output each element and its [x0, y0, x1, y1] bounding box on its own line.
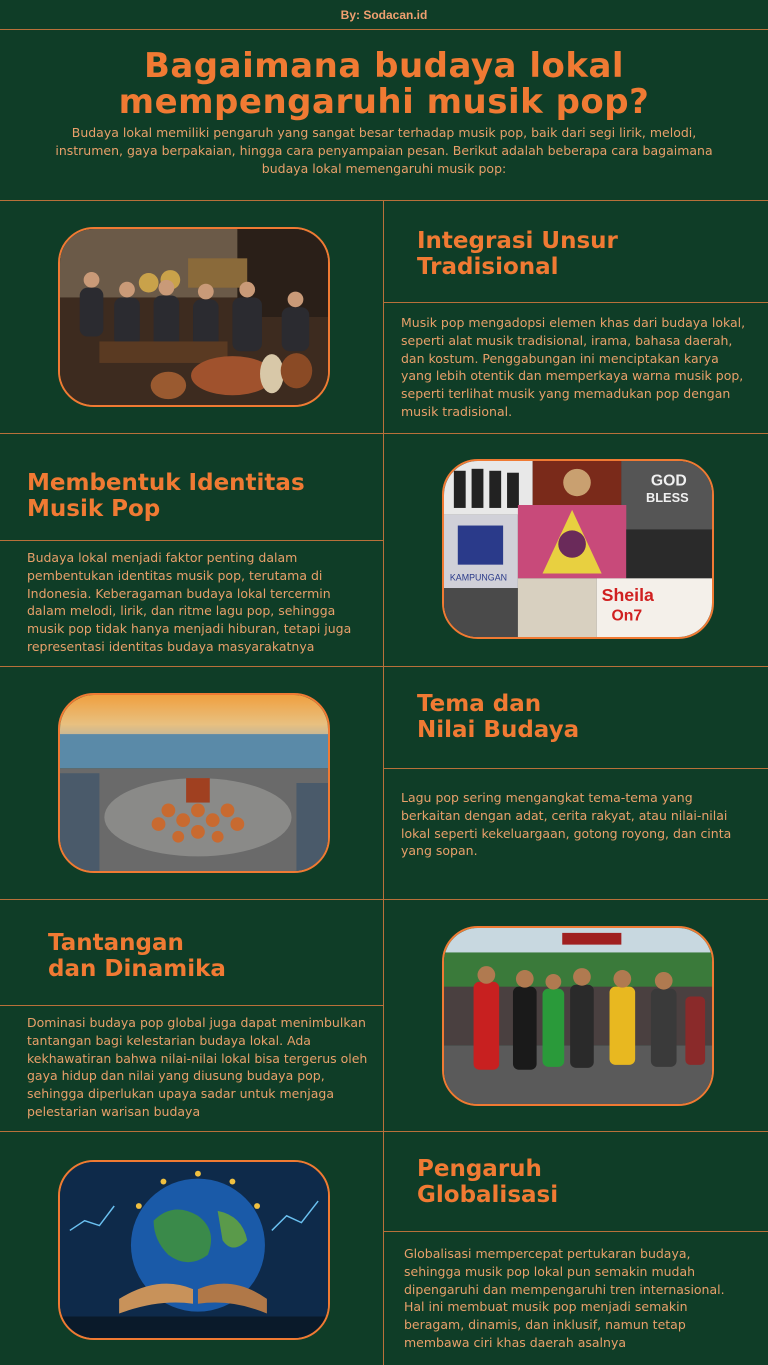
- section-2-text: Budaya lokal menjadi faktor penting dalam pembentukan identitas musik pop, terutama di Indonesia. Keberagaman budaya lokal tercermin dalam melodi, lirik, dan ritme lagu pop, sehingga musik pop tidak hanya menjadi hiburan, tetapi juga representasi identitas budaya masyarakatnya: [27, 550, 352, 654]
- page-title: [0, 48, 768, 120]
- section-1-text: Musik pop mengadopsi elemen khas dari budaya lokal, seperti alat musik tradisional, irama, bahasa daerah, dan kostum. Penggabungan ini menciptakan karya yang lebih otentik dan memperkaya warna musik pop, seperti terlihat musik yang memadukan pop dengan musik tradisional.: [401, 315, 746, 419]
- byline: By: Sodacan.id: [340, 8, 428, 22]
- album-text-kampungan: KAMPUNGAN: [449, 572, 508, 583]
- album-collage-photo: [442, 459, 714, 639]
- rule-s3-split: [384, 768, 768, 769]
- album-text-god: GOD: [650, 472, 687, 490]
- rule-s1-bottom: [0, 433, 768, 434]
- section-4-text: Dominasi budaya pop global juga dapat menimbulkan tantangan bagi kelestarian budaya lokal. Ada kekhawatiran bahwa nilai-nilai lokal bisa tergerus oleh gaya hidup dan nilai yang diusung budaya pop, sehingga diperlukan upaya sadar untuk menjaga pelestarian warisan budaya: [27, 1015, 368, 1119]
- intro-text: Budaya lokal memiliki pengaruh yang sangat besar terhadap musik pop, baik dari segi lirik, melodi, instrumen, gaya berpakaian, hingga cara penyampaian pesan. Berikut adalah beberapa cara bagaimana budaya lokal memengaruhi musik pop:: [55, 125, 713, 176]
- rule-center: [383, 200, 384, 1365]
- album-text-bless: BLESS: [645, 490, 689, 506]
- album-text-on: On7: [611, 607, 643, 625]
- section-1-title-line1: Integrasi Unsur: [417, 228, 618, 254]
- kecak-dance-photo: [58, 693, 330, 873]
- album-text-sheila: Sheila: [601, 584, 654, 605]
- page-title-line2: mempengaruhi musik pop?: [118, 82, 650, 122]
- rule-s3-bottom: [0, 899, 768, 900]
- page-title-line1: Bagaimana budaya lokal: [143, 46, 625, 86]
- section-3-title: [417, 691, 579, 743]
- gamelan-photo: [58, 227, 330, 407]
- section-2-title-line1: Membentuk Identitas: [27, 470, 305, 496]
- rule-s4-bottom: [0, 1131, 768, 1132]
- section-5-title-line1: Pengaruh: [417, 1156, 542, 1182]
- rule-s4-split: [0, 1005, 384, 1006]
- globalization-photo: [58, 1160, 330, 1340]
- section-4-title-line2: dan Dinamika: [48, 956, 226, 982]
- rule-s1-split: [384, 302, 768, 303]
- rule-s2-split: [0, 540, 384, 541]
- rule-s5-split: [384, 1231, 768, 1232]
- section-1-title-line2: Tradisional: [417, 254, 559, 280]
- section-3-text: Lagu pop sering mengangkat tema-tema yang berkaitan dengan adat, cerita rakyat, atau nilai-nilai lokal seperti kekeluargaan, gotong royong, dan cinta yang sopan.: [401, 790, 732, 859]
- section-2-title: [27, 470, 305, 522]
- section-2-title-line2: Musik Pop: [27, 496, 161, 522]
- parade-photo: [442, 926, 714, 1106]
- rule-s2-bottom: [0, 666, 768, 667]
- rule-top: [0, 29, 768, 30]
- section-5-title: [417, 1156, 558, 1208]
- section-4-title-line1: Tantangan: [48, 930, 184, 956]
- rule-header-bottom: [0, 200, 768, 201]
- section-4-title: [48, 930, 226, 982]
- section-5-title-line2: Globalisasi: [417, 1182, 559, 1208]
- section-1-title: [417, 228, 618, 280]
- section-3-title-line2: Nilai Budaya: [417, 717, 580, 743]
- section-5-text: Globalisasi mempercepat pertukaran budaya, sehingga musik pop lokal pun semakin mudah dipengaruhi dan mempengaruhi tren internasional. Hal ini membuat musik pop menjadi semakin beragam, dinamis, dan inklusif, namun tetap membawa ciri khas daerah asalnya: [404, 1246, 725, 1350]
- section-3-title-line1: Tema dan: [417, 691, 542, 717]
